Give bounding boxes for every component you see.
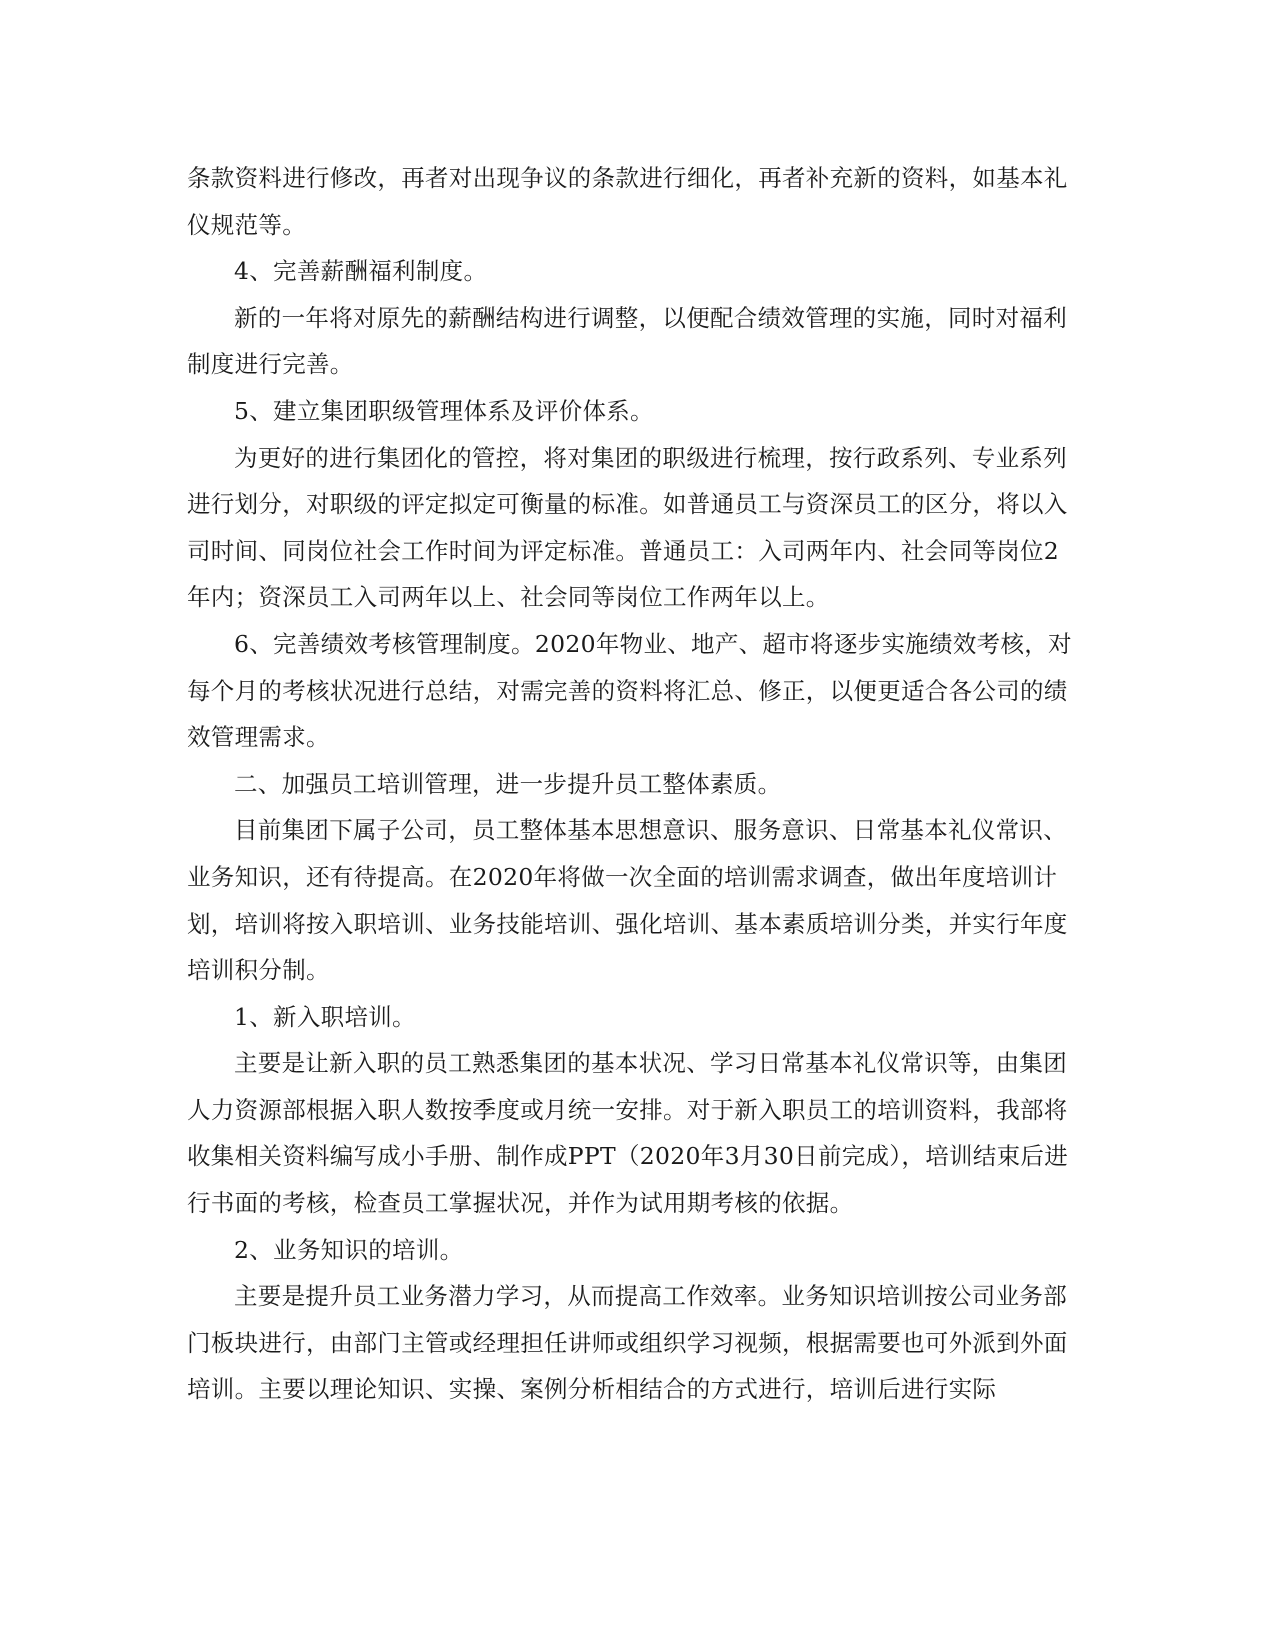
heading-rank-system: 5、建立集团职级管理体系及评价体系。 bbox=[234, 396, 654, 425]
paragraph-continuation: 条款资料进行修改，再者对出现争议的条款进行细化，再者补充新的资料，如基本礼仪规范等。 bbox=[187, 164, 1068, 239]
heading-training: 二、加强员工培训管理，进一步提升员工整体素质。 bbox=[234, 769, 782, 798]
paragraph-salary-welfare: 新的一年将对原先的薪酬结构进行调整，以便配合绩效管理的实施，同时对福利制度进行完善。 bbox=[187, 303, 1067, 379]
document-body bbox=[187, 155, 1075, 1413]
heading-onboarding: 1、新入职培训。 bbox=[234, 1002, 416, 1031]
paragraph-rank-system: 为更好的进行集团化的管控，将对集团的职级进行梳理，按行政系列、专业系列进行划分，对职级的评定拟定可衡量的标准。如普通员工与资深员工的区分，将以入司时间、同岗位社会工作时间为评定标准。普通员工：入司两年内、社会同等岗位2年内；资深员工入司两年以上、社会同等岗位工作两年以上。 bbox=[187, 443, 1068, 612]
paragraph-onboarding: 主要是让新入职的员工熟悉集团的基本状况、学习日常基本礼仪常识等，由集团人力资源部根据入职人数按季度或月统一安排。对于新入职员工的培训资料，我部将收集相关资料编写成小手册、制作成PPT（2020年3月30日前完成），培训结束后进行书面的考核，检查员工掌握状况，并作为试用期考核的依据。 bbox=[187, 1049, 1069, 1218]
paragraph-performance: 6、完善绩效考核管理制度。2020年物业、地产、超市将逐步实施绩效考核，对每个月的考核状况进行总结，对需完善的资料将汇总、修正，以便更适合各公司的绩效管理需求。 bbox=[187, 629, 1072, 752]
heading-salary-welfare: 4、完善薪酬福利制度。 bbox=[234, 257, 488, 286]
paragraph-training: 目前集团下属子公司，员工整体基本思想意识、服务意识、日常基本礼仪常识、业务知识，还有待提高。在2020年将做一次全面的培训需求调查，做出年度培训计划，培训将按入职培训、业务技能培训、强化培训、基本素质培训分类，并实行年度培训积分制。 bbox=[187, 816, 1068, 985]
paragraph-business-training: 主要是提升员工业务潜力学习，从而提高工作效率。业务知识培训按公司业务部门板块进行，由部门主管或经理担任讲师或组织学习视频，根据需要也可外派到外面培训。主要以理论知识、实操、案例分析相结合的方式进行，培训后进行实际 bbox=[187, 1282, 1068, 1404]
heading-business-training: 2、业务知识的培训。 bbox=[234, 1235, 464, 1264]
